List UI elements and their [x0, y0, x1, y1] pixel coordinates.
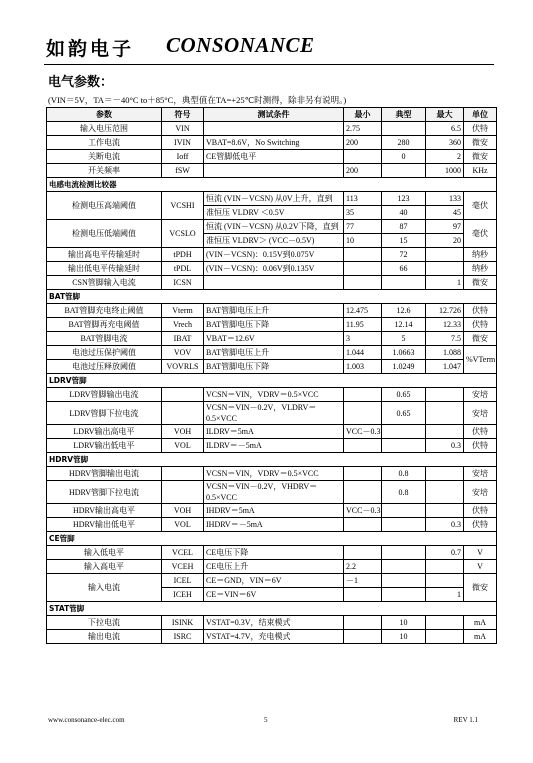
table-cell	[426, 630, 464, 644]
table-cell	[382, 276, 426, 290]
table-cell: 微安	[464, 574, 497, 602]
table-row	[47, 439, 497, 453]
table-cell: Ioff	[162, 150, 204, 164]
table-cell: 0.7	[426, 546, 464, 560]
page-header	[44, 30, 494, 66]
table-cell: 45	[426, 206, 464, 220]
table-cell: 微安	[464, 332, 497, 346]
table-cell: 66	[382, 262, 426, 276]
table-cell: 伏特	[464, 518, 497, 532]
table-cell: ISINK	[162, 616, 204, 630]
table-cell: 1	[426, 588, 464, 602]
table-cell	[382, 439, 426, 453]
table-cell	[344, 248, 382, 262]
table-cell: VBAT＝12.6V	[204, 332, 344, 346]
section-row	[47, 532, 497, 546]
table-cell: 安培	[464, 388, 497, 402]
table-row	[47, 122, 497, 136]
table-cell: VIN	[162, 122, 204, 136]
table-cell: 1.088	[426, 346, 464, 360]
col-header: 参数	[47, 108, 162, 122]
table-cell: 12.14	[382, 318, 426, 332]
table-cell: CE电压下降	[204, 546, 344, 560]
col-header: 最大	[426, 108, 464, 122]
table-cell: 输出高电平传输延时	[47, 248, 162, 262]
table-cell: 微安	[464, 276, 497, 290]
table-header-row	[47, 108, 497, 122]
table-cell: 0.8	[382, 467, 426, 481]
table-cell	[344, 439, 382, 453]
table-cell: VCEL	[162, 546, 204, 560]
table-cell: BAT管脚电压下降	[204, 318, 344, 332]
table-cell: 11.95	[344, 318, 382, 332]
electrical-spec-table	[46, 107, 497, 644]
table-cell: VCC－0.3	[344, 504, 382, 518]
col-header: 单位	[464, 108, 497, 122]
table-cell: 0.8	[382, 481, 426, 504]
table-cell: 10	[382, 630, 426, 644]
table-cell	[382, 518, 426, 532]
table-cell: 200	[344, 164, 382, 178]
table-cell: ILDRV＝－5mA	[204, 439, 344, 453]
table-cell: 毫伏	[464, 192, 497, 220]
mode-label: 恒流	[206, 194, 222, 203]
table-cell: 输入高电平	[47, 560, 162, 574]
header-divider	[44, 64, 494, 65]
table-cell: STAT管脚	[47, 602, 497, 616]
table-cell: ICEL	[162, 574, 204, 588]
table-cell: tPDH	[162, 248, 204, 262]
table-cell: 1.047	[426, 360, 464, 374]
footer-url: www.consonance-elec.com	[48, 716, 125, 724]
table-cell	[344, 616, 382, 630]
table-cell: 电池过压保护阈值	[47, 346, 162, 360]
table-cell: 0.3	[426, 439, 464, 453]
table-cell	[344, 481, 382, 504]
table-cell: 12.33	[426, 318, 464, 332]
table-cell	[204, 276, 344, 290]
table-cell: (VIN－VCSN)：0.15V到0.075V	[204, 248, 344, 262]
table-cell	[426, 574, 464, 588]
table-cell: ILDRV＝5mA	[204, 425, 344, 439]
table-cell	[426, 467, 464, 481]
table-cell: VCSLO	[162, 220, 204, 248]
table-cell: VOV	[162, 346, 204, 360]
table-cell	[426, 388, 464, 402]
table-cell: VCSN＝VIN，VDRV＝0.5×VCC	[204, 467, 344, 481]
table-cell: 输入电压范围	[47, 122, 162, 136]
table-cell: Vrech	[162, 318, 204, 332]
table-row	[47, 630, 497, 644]
table-cell: KHz	[464, 164, 497, 178]
table-row	[47, 481, 497, 504]
table-row	[47, 318, 497, 332]
table-cell: VCSN＝VIN－0.2V，VHDRV＝0.5×VCC	[204, 481, 344, 504]
table-cell	[344, 388, 382, 402]
table-cell: 1.044	[344, 346, 382, 360]
condition-text: (VIN－VCSN) 从0V上升，直到	[224, 194, 333, 203]
table-cell	[382, 588, 426, 602]
table-cell	[382, 504, 426, 518]
table-row	[47, 574, 497, 588]
table-cell: 伏特	[464, 122, 497, 136]
table-cell	[426, 560, 464, 574]
table-cell: 97	[426, 220, 464, 234]
table-cell: HDRV管脚下拉电流	[47, 481, 162, 504]
table-cell: 0.65	[382, 402, 426, 425]
table-row	[47, 164, 497, 178]
table-cell: 40	[382, 206, 426, 220]
table-cell: 电感电流检测比较器	[47, 178, 497, 192]
table-cell	[162, 481, 204, 504]
table-cell	[426, 616, 464, 630]
table-row	[47, 388, 497, 402]
table-cell: 安培	[464, 467, 497, 481]
table-cell: ISRC	[162, 630, 204, 644]
table-cell: HDRV管脚输出电流	[47, 467, 162, 481]
table-cell	[162, 388, 204, 402]
table-cell: 伏特	[464, 425, 497, 439]
table-row	[47, 248, 497, 262]
table-cell: BAT管脚再充电阈值	[47, 318, 162, 332]
table-cell: 72	[382, 248, 426, 262]
table-cell: LDRV管脚下拉电流	[47, 402, 162, 425]
col-header: 测试条件	[204, 108, 344, 122]
table-cell	[382, 574, 426, 588]
table-cell: BAT管脚充电终止阈值	[47, 304, 162, 318]
table-cell: 12.6	[382, 304, 426, 318]
table-cell: 113	[344, 192, 382, 206]
table-cell: 关断电流	[47, 150, 162, 164]
mode-label: 准恒压	[206, 236, 230, 245]
condition-text: VLDRV ＜0.5V	[232, 208, 285, 217]
table-cell: 280	[382, 136, 426, 150]
mode-label: 准恒压	[206, 208, 230, 217]
table-cell: HDRV输出高电平	[47, 504, 162, 518]
table-cell	[162, 467, 204, 481]
col-header: 典型	[382, 108, 426, 122]
table-row	[47, 332, 497, 346]
table-cell: IBAT	[162, 332, 204, 346]
table-cell: 10	[382, 616, 426, 630]
table-cell: 87	[382, 220, 426, 234]
table-cell: 检测电压低端阈值	[47, 220, 162, 248]
table-cell: VOH	[162, 504, 204, 518]
test-conditions: (VIN＝5V，TA＝－40°C to＋85°C，典型值在TA=+25℃时测得，除非另有说明。)	[48, 95, 347, 105]
table-cell: 1.0249	[382, 360, 426, 374]
table-cell: BAT管脚	[47, 290, 497, 304]
table-cell: 输出低电平传输延时	[47, 262, 162, 276]
table-cell: 2.2	[344, 560, 382, 574]
table-cell: 1000	[426, 164, 464, 178]
col-header: 最小	[344, 108, 382, 122]
table-cell: BAT管脚电压下降	[204, 360, 344, 374]
table-row	[47, 136, 497, 150]
table-cell: VCSHI	[162, 192, 204, 220]
table-cell: 200	[344, 136, 382, 150]
table-cell: 检测电压高端阈值	[47, 192, 162, 220]
table-cell	[426, 402, 464, 425]
table-cell: CE管脚	[47, 532, 497, 546]
table-cell	[426, 262, 464, 276]
table-cell	[382, 122, 426, 136]
section-title: 电气参数：	[48, 75, 114, 90]
table-cell	[204, 234, 344, 248]
table-cell: Vterm	[162, 304, 204, 318]
table-cell: 2	[426, 150, 464, 164]
table-cell: 3	[344, 332, 382, 346]
table-cell: 1.0663	[382, 346, 426, 360]
section-row	[47, 374, 497, 388]
table-row	[47, 150, 497, 164]
table-cell: V	[464, 546, 497, 560]
table-cell: tPDL	[162, 262, 204, 276]
table-cell: BAT管脚电压上升	[204, 346, 344, 360]
table-cell: 1	[426, 276, 464, 290]
table-cell: BAT管脚电流	[47, 332, 162, 346]
table-cell	[204, 122, 344, 136]
table-cell: HDRV管脚	[47, 453, 497, 467]
table-cell: LDRV输出高电平	[47, 425, 162, 439]
table-cell	[426, 425, 464, 439]
table-cell: LDRV管脚输出电流	[47, 388, 162, 402]
table-cell: 12.475	[344, 304, 382, 318]
condition-text: VLDRV＞ (VCC－0.5V)	[232, 236, 315, 245]
table-cell: 输入电流	[47, 574, 162, 602]
table-cell: VCEH	[162, 560, 204, 574]
table-cell: 7.5	[426, 332, 464, 346]
table-cell: 0.3	[426, 518, 464, 532]
table-cell: －1	[344, 574, 382, 588]
table-cell: ICSN	[162, 276, 204, 290]
table-cell	[426, 481, 464, 504]
table-cell: VCSN＝VIN－0.2V，VLDRV＝0.5×VCC	[204, 402, 344, 425]
table-row	[47, 276, 497, 290]
company-logo-cn: 如韵电子	[46, 38, 135, 60]
table-cell: 1.003	[344, 360, 382, 374]
section-row	[47, 453, 497, 467]
table-cell	[426, 248, 464, 262]
company-logo-en: CONSONANCE	[166, 33, 315, 57]
table-cell: 工作电流	[47, 136, 162, 150]
table-row	[47, 504, 497, 518]
table-cell: fSW	[162, 164, 204, 178]
table-cell: 6.5	[426, 122, 464, 136]
revision: REV 1.1	[453, 716, 478, 724]
table-cell: 12.726	[426, 304, 464, 318]
table-cell: LDRV管脚	[47, 374, 497, 388]
table-cell: IHDRV＝5mA	[204, 504, 344, 518]
table-cell: CE管脚低电平	[204, 150, 344, 164]
table-cell	[344, 630, 382, 644]
table-cell: V	[464, 560, 497, 574]
table-cell: 20	[426, 234, 464, 248]
page-number: 5	[264, 716, 268, 724]
table-cell: 2.75	[344, 122, 382, 136]
table-cell: VCC－0.3	[344, 425, 382, 439]
table-row	[47, 402, 497, 425]
table-cell: 35	[344, 206, 382, 220]
table-cell: IHDRV＝－5mA	[204, 518, 344, 532]
table-cell: VSTAT=4.7V，充电模式	[204, 630, 344, 644]
table-cell: CSN管脚输入电流	[47, 276, 162, 290]
table-cell: (VIN－VCSN)：0.06V到0.135V	[204, 262, 344, 276]
table-cell: 360	[426, 136, 464, 150]
table-cell: 133	[426, 192, 464, 206]
table-cell: VOH	[162, 425, 204, 439]
table-cell	[344, 467, 382, 481]
table-cell	[344, 150, 382, 164]
table-cell: 0	[382, 150, 426, 164]
table-cell: mA	[464, 616, 497, 630]
table-cell	[382, 546, 426, 560]
table-cell: 毫伏	[464, 220, 497, 248]
section-row	[47, 178, 497, 192]
table-cell: 电池过压释放阈值	[47, 360, 162, 374]
table-cell: 输入低电平	[47, 546, 162, 560]
table-cell: HDRV输出低电平	[47, 518, 162, 532]
table-cell	[382, 560, 426, 574]
table-row	[47, 192, 497, 206]
table-cell	[382, 425, 426, 439]
mode-label: 恒流	[206, 222, 222, 231]
table-cell	[204, 164, 344, 178]
table-cell: LDRV输出低电平	[47, 439, 162, 453]
table-cell: 15	[382, 234, 426, 248]
table-cell: 输出电流	[47, 630, 162, 644]
condition-text: (VIN－VCSN) 从0.2V下降，直到	[224, 222, 339, 231]
table-cell: 10	[344, 234, 382, 248]
table-cell: VOL	[162, 439, 204, 453]
table-row	[47, 304, 497, 318]
table-cell: 安培	[464, 402, 497, 425]
table-cell: mA	[464, 630, 497, 644]
table-cell	[344, 518, 382, 532]
table-cell: ICEH	[162, 588, 204, 602]
table-cell: %VTerm	[464, 346, 497, 374]
table-cell	[426, 504, 464, 518]
table-cell	[204, 192, 344, 206]
table-row	[47, 467, 497, 481]
table-cell	[344, 276, 382, 290]
table-cell: CE＝VIN＝6V	[204, 588, 344, 602]
table-cell	[344, 588, 382, 602]
table-cell: 伏特	[464, 504, 497, 518]
table-cell	[344, 402, 382, 425]
table-cell: 0.65	[382, 388, 426, 402]
table-cell: 开关频率	[47, 164, 162, 178]
table-cell: VSTAT=0.3V，结束模式	[204, 616, 344, 630]
table-cell	[204, 206, 344, 220]
section-row	[47, 290, 497, 304]
table-cell: 微安	[464, 150, 497, 164]
table-row	[47, 616, 497, 630]
table-cell: 123	[382, 192, 426, 206]
table-cell: BAT管脚电压上升	[204, 304, 344, 318]
table-cell: 纳秒	[464, 262, 497, 276]
table-row	[47, 360, 497, 374]
table-cell	[344, 262, 382, 276]
table-cell: 伏特	[464, 439, 497, 453]
table-cell: IVIN	[162, 136, 204, 150]
table-row	[47, 560, 497, 574]
table-cell	[344, 546, 382, 560]
table-cell	[382, 164, 426, 178]
table-row	[47, 262, 497, 276]
table-cell: 伏特	[464, 304, 497, 318]
table-cell: VBAT=8.6V，No Switching	[204, 136, 344, 150]
table-cell: 微安	[464, 136, 497, 150]
table-row	[47, 518, 497, 532]
table-cell: VOVRLS	[162, 360, 204, 374]
table-cell: 伏特	[464, 318, 497, 332]
table-cell: VCSN＝VIN，VDRV＝0.5×VCC	[204, 388, 344, 402]
table-row	[47, 220, 497, 234]
table-cell: CE电压上升	[204, 560, 344, 574]
table-cell: CE＝GND，VIN＝6V	[204, 574, 344, 588]
table-cell: 纳秒	[464, 248, 497, 262]
table-row	[47, 546, 497, 560]
table-cell: 5	[382, 332, 426, 346]
table-row	[47, 425, 497, 439]
table-cell: VOL	[162, 518, 204, 532]
table-cell: 77	[344, 220, 382, 234]
col-header: 符号	[162, 108, 204, 122]
table-cell	[204, 220, 344, 234]
section-row	[47, 602, 497, 616]
table-cell: 安培	[464, 481, 497, 504]
table-cell: 下拉电流	[47, 616, 162, 630]
table-row	[47, 346, 497, 360]
table-cell	[162, 402, 204, 425]
